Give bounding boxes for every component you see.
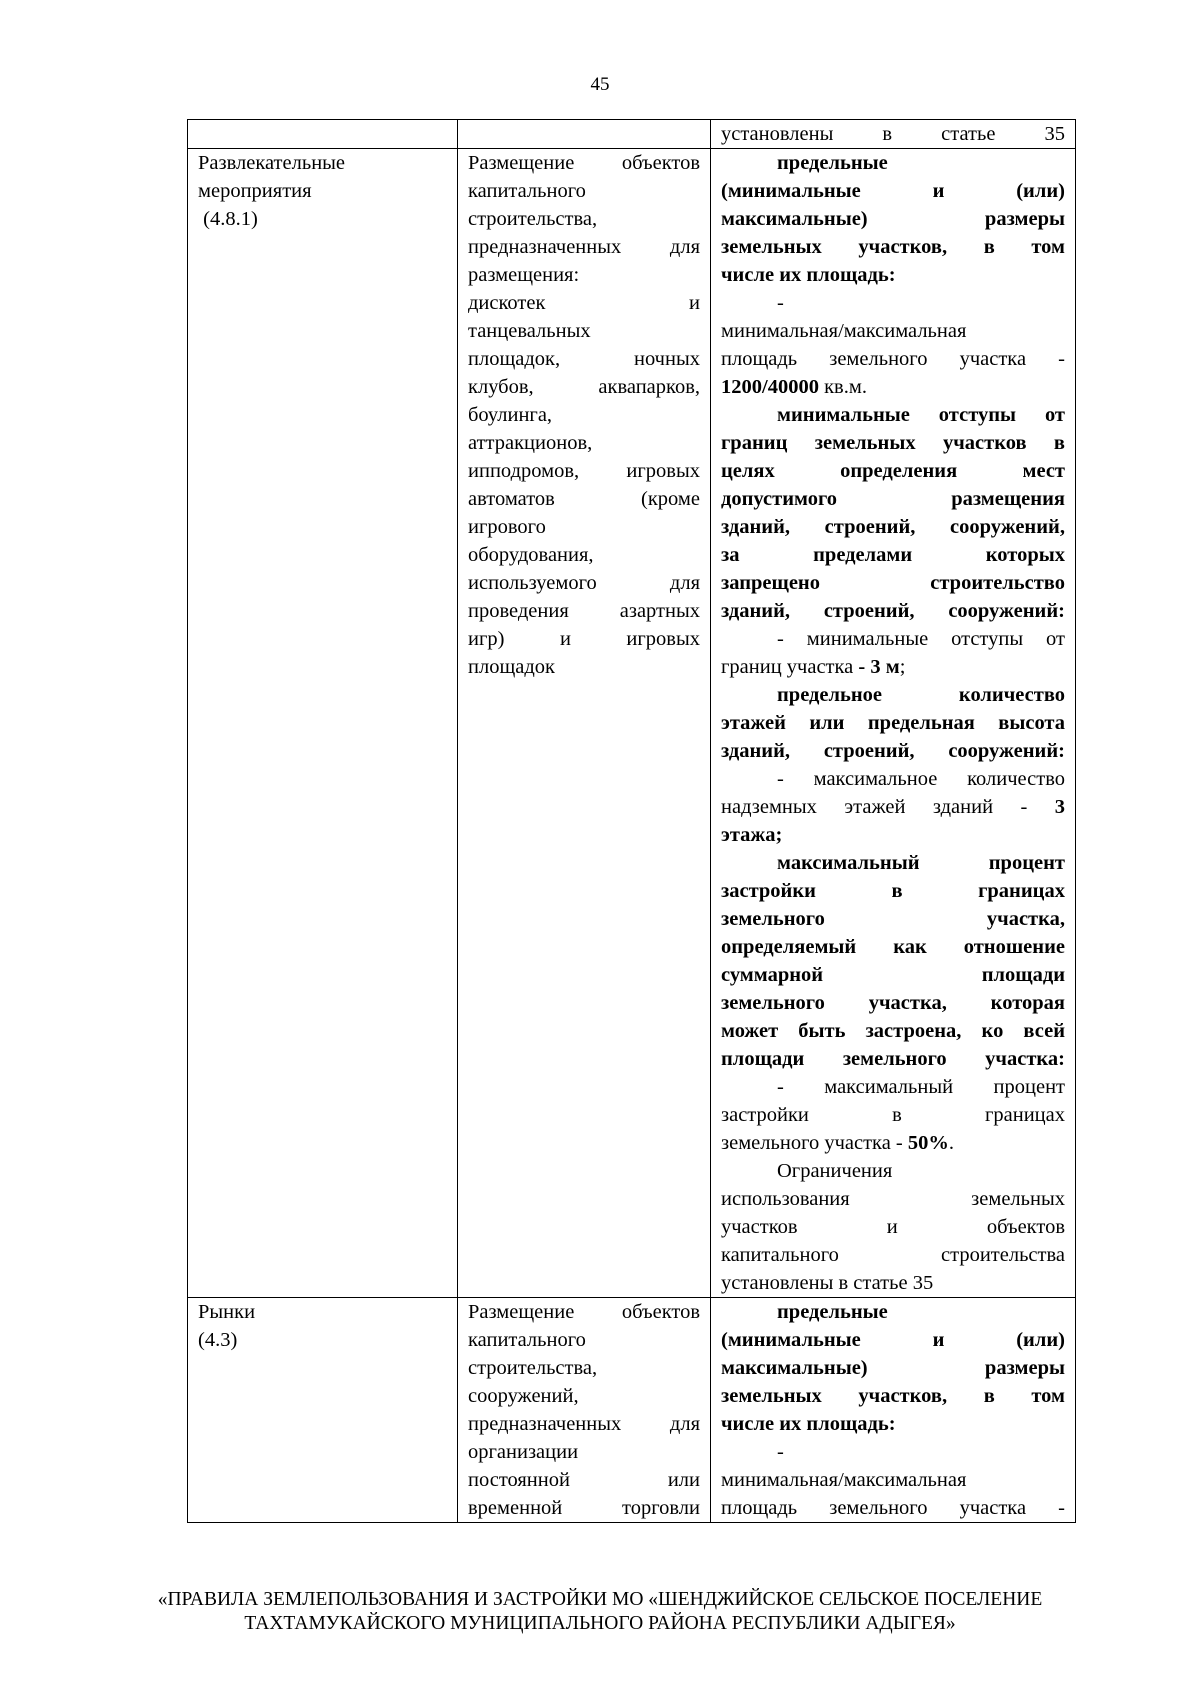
description-line: боулинга, bbox=[468, 404, 553, 426]
parameter-line bbox=[721, 737, 1065, 765]
use-type-line: (4.8.1) bbox=[198, 208, 258, 230]
parameter-bold-text: допустимого размещения bbox=[721, 488, 1065, 510]
description-line: строительства, bbox=[468, 1357, 598, 1379]
parameter-line bbox=[721, 1354, 1065, 1382]
parameter-line bbox=[721, 933, 1065, 961]
parameter-line bbox=[721, 877, 1065, 905]
parameter-bold-text: (минимальные и (или) bbox=[721, 180, 1065, 202]
description-line: предназначенных для bbox=[468, 1413, 700, 1435]
parameter-line: - bbox=[777, 292, 784, 314]
description-line: ипподромов, игровых bbox=[468, 460, 700, 482]
parameter-bold-text: максимальный процент bbox=[777, 852, 1065, 874]
parameter-bold-text: границ земельных участков в bbox=[721, 432, 1065, 454]
parameter-bold-text: может быть застроена, ко всей bbox=[721, 1020, 1065, 1042]
description-line: автоматов (кроме bbox=[468, 488, 700, 510]
use-type-line: Рынки bbox=[198, 1301, 256, 1323]
cell-use-type bbox=[188, 120, 458, 149]
cell-description bbox=[458, 120, 711, 149]
description-line: временной торговли bbox=[468, 1497, 700, 1519]
parameter-bold-text: этажа; bbox=[721, 824, 783, 846]
description-line: оборудования, bbox=[468, 544, 594, 566]
table-row bbox=[188, 149, 1076, 1298]
parameter-bold-text: числе их площадь: bbox=[721, 1413, 896, 1435]
parameter-line bbox=[721, 1045, 1065, 1073]
parameter-bold-text: максимальные) размеры bbox=[721, 208, 1065, 230]
parameter-bold-text: за пределами которых bbox=[721, 544, 1065, 566]
cell-description bbox=[458, 1298, 711, 1523]
parameter-fragment: границ участка bbox=[721, 656, 859, 678]
parameter-fragment: 50% bbox=[907, 1132, 949, 1154]
parameter-line bbox=[721, 149, 1065, 177]
parameter-line bbox=[721, 569, 1065, 597]
parameter-fragment: ; bbox=[899, 656, 906, 678]
description-line: танцевальных bbox=[468, 320, 591, 342]
parameter-line bbox=[721, 177, 1065, 205]
description-line: капитального bbox=[468, 180, 586, 202]
parameter-line: - минимальные отступы от bbox=[777, 628, 1065, 650]
page-number: 45 bbox=[590, 74, 610, 95]
cell-parameters bbox=[711, 149, 1076, 1298]
parameter-fragment: 1200/40000 bbox=[721, 376, 819, 398]
parameter-line bbox=[721, 429, 1065, 457]
parameter-fragment: 3 bbox=[1054, 796, 1065, 818]
description-line: постоянной или bbox=[468, 1469, 700, 1491]
parameter-bold-text: зданий, строений, сооружений: bbox=[721, 600, 1065, 622]
parameter-bold-text: земельного участка, которая bbox=[721, 992, 1065, 1014]
parameter-bold-text: предельные bbox=[777, 152, 888, 174]
parameter-bold-text: числе их площадь: bbox=[721, 264, 896, 286]
parameter-fragment: - 3 м bbox=[858, 656, 900, 678]
parameter-bold-text: земельных участков, в том bbox=[721, 236, 1065, 258]
table-row bbox=[188, 120, 1076, 149]
parameter-line bbox=[721, 1298, 1065, 1326]
parameter-line: - максимальный процент bbox=[777, 1076, 1065, 1098]
description-line: размещения: bbox=[468, 264, 580, 286]
parameter-line: площадь земельного участка - bbox=[721, 348, 1065, 370]
parameter-line bbox=[721, 233, 1065, 261]
parameter-line bbox=[721, 1017, 1065, 1045]
parameter-line: минимальная/максимальная bbox=[721, 320, 967, 342]
parameter-line: использования земельных bbox=[721, 1188, 1065, 1210]
parameter-line: участков и объектов bbox=[721, 1216, 1065, 1238]
description-line: площадок, ночных bbox=[468, 348, 700, 370]
parameter-bold-text: предельное количество bbox=[777, 684, 1065, 706]
description-line: дискотек и bbox=[468, 292, 700, 314]
description-line: площадок bbox=[468, 656, 555, 678]
parameter-bold-text: зданий, строений, сооружений: bbox=[721, 740, 1065, 762]
description-line: игр) и игровых bbox=[468, 628, 700, 650]
parameter-bold-text: площади земельного участка: bbox=[721, 1048, 1065, 1070]
parameter-line bbox=[721, 961, 1065, 989]
description-line: строительства, bbox=[468, 208, 598, 230]
use-type-line: Развлекательные bbox=[198, 152, 346, 174]
parameter-line bbox=[721, 457, 1065, 485]
use-type-line: (4.3) bbox=[198, 1329, 238, 1351]
description-line: Размещение объектов bbox=[468, 152, 700, 174]
cell-use-type bbox=[188, 1298, 458, 1523]
description-line: капитального bbox=[468, 1329, 586, 1351]
parameter-line bbox=[721, 793, 1065, 821]
parameter-bold-text: минимальные отступы от bbox=[777, 404, 1065, 426]
description-line: сооружений, bbox=[468, 1385, 579, 1407]
parameter-bold-text: запрещено строительство bbox=[721, 572, 1065, 594]
parameter-line: минимальная/максимальная bbox=[721, 1469, 967, 1491]
parameter-line bbox=[721, 541, 1065, 569]
parameter-line bbox=[721, 681, 1065, 709]
parameter-fragment: кв.м. bbox=[818, 376, 867, 398]
description-line: предназначенных для bbox=[468, 236, 700, 258]
description-line: клубов, аквапарков, bbox=[468, 376, 700, 398]
parameter-line bbox=[721, 1129, 1065, 1157]
parameter-bold-text: целях определения мест bbox=[721, 460, 1065, 482]
parameter-bold-text: этажей или предельная высота bbox=[721, 712, 1065, 734]
cell-use-type bbox=[188, 149, 458, 1298]
parameter-line bbox=[721, 1410, 1065, 1438]
parameter-line bbox=[721, 373, 1065, 401]
parameter-bold-text: (минимальные и (или) bbox=[721, 1329, 1065, 1351]
parameter-line bbox=[721, 513, 1065, 541]
footer-line-1: «ПРАВИЛА ЗЕМЛЕПОЛЬЗОВАНИЯ И ЗАСТРОЙКИ МО «ШЕНДЖИЙСКОЕ СЕЛЬСКОЕ ПОСЕЛЕНИЕ bbox=[157, 1589, 1043, 1610]
parameter-fragment: . bbox=[948, 1132, 955, 1154]
parameter-line bbox=[721, 261, 1065, 289]
parameter-line: установлены в статье 35 bbox=[721, 1272, 934, 1294]
cell-parameters bbox=[711, 120, 1076, 149]
description-line: проведения азартных bbox=[468, 600, 700, 622]
parameter-line: - bbox=[777, 1441, 784, 1463]
parameter-line: капитального строительства bbox=[721, 1244, 1065, 1266]
parameter-line bbox=[721, 905, 1065, 933]
parameter-fragment: надземных этажей зданий - bbox=[721, 796, 1055, 818]
regulations-table bbox=[187, 119, 1076, 1523]
parameter-line bbox=[721, 401, 1065, 429]
parameter-line: - максимальное количество bbox=[777, 768, 1065, 790]
parameter-line: Ограничения bbox=[777, 1160, 893, 1182]
table-row bbox=[188, 1298, 1076, 1523]
parameter-bold-text: предельные bbox=[777, 1301, 888, 1323]
parameter-bold-text: определяемый как отношение bbox=[721, 936, 1065, 958]
cell-parameters bbox=[711, 1298, 1076, 1523]
parameter-line bbox=[721, 1326, 1065, 1354]
parameter-line bbox=[721, 821, 1065, 849]
parameter-bold-text: суммарной площади bbox=[721, 964, 1065, 986]
description-line: аттракционов, bbox=[468, 432, 593, 454]
use-type-line: мероприятия bbox=[198, 180, 312, 202]
parameter-bold-text: зданий, строений, сооружений, bbox=[721, 516, 1065, 538]
cell-description bbox=[458, 149, 711, 1298]
parameter-line bbox=[721, 989, 1065, 1017]
description-line: организации bbox=[468, 1441, 579, 1463]
parameter-line: застройки в границах bbox=[721, 1104, 1065, 1126]
page-footer bbox=[0, 1588, 1200, 1636]
parameter-bold-text: земельного участка, bbox=[721, 908, 1065, 930]
parameter-line bbox=[721, 653, 1065, 681]
description-line: игрового bbox=[468, 516, 546, 538]
parameter-line bbox=[721, 849, 1065, 877]
parameter-line: установлены в статье 35 bbox=[721, 123, 1065, 145]
parameter-fragment: земельного участка - bbox=[721, 1132, 908, 1154]
parameter-line bbox=[721, 1382, 1065, 1410]
footer-line-2: ТАХТАМУКАЙСКОГО МУНИЦИПАЛЬНОГО РАЙОНА РЕСПУБЛИКИ АДЫГЕЯ» bbox=[244, 1613, 956, 1634]
parameter-line bbox=[721, 205, 1065, 233]
parameter-line bbox=[721, 485, 1065, 513]
description-line: Размещение объектов bbox=[468, 1301, 700, 1323]
parameter-bold-text: земельных участков, в том bbox=[721, 1385, 1065, 1407]
parameter-bold-text: максимальные) размеры bbox=[721, 1357, 1065, 1379]
parameter-bold-text: застройки в границах bbox=[721, 880, 1065, 902]
description-line: используемого для bbox=[468, 572, 700, 594]
parameter-line bbox=[721, 709, 1065, 737]
parameter-line: площадь земельного участка - bbox=[721, 1497, 1065, 1519]
parameter-line bbox=[721, 597, 1065, 625]
